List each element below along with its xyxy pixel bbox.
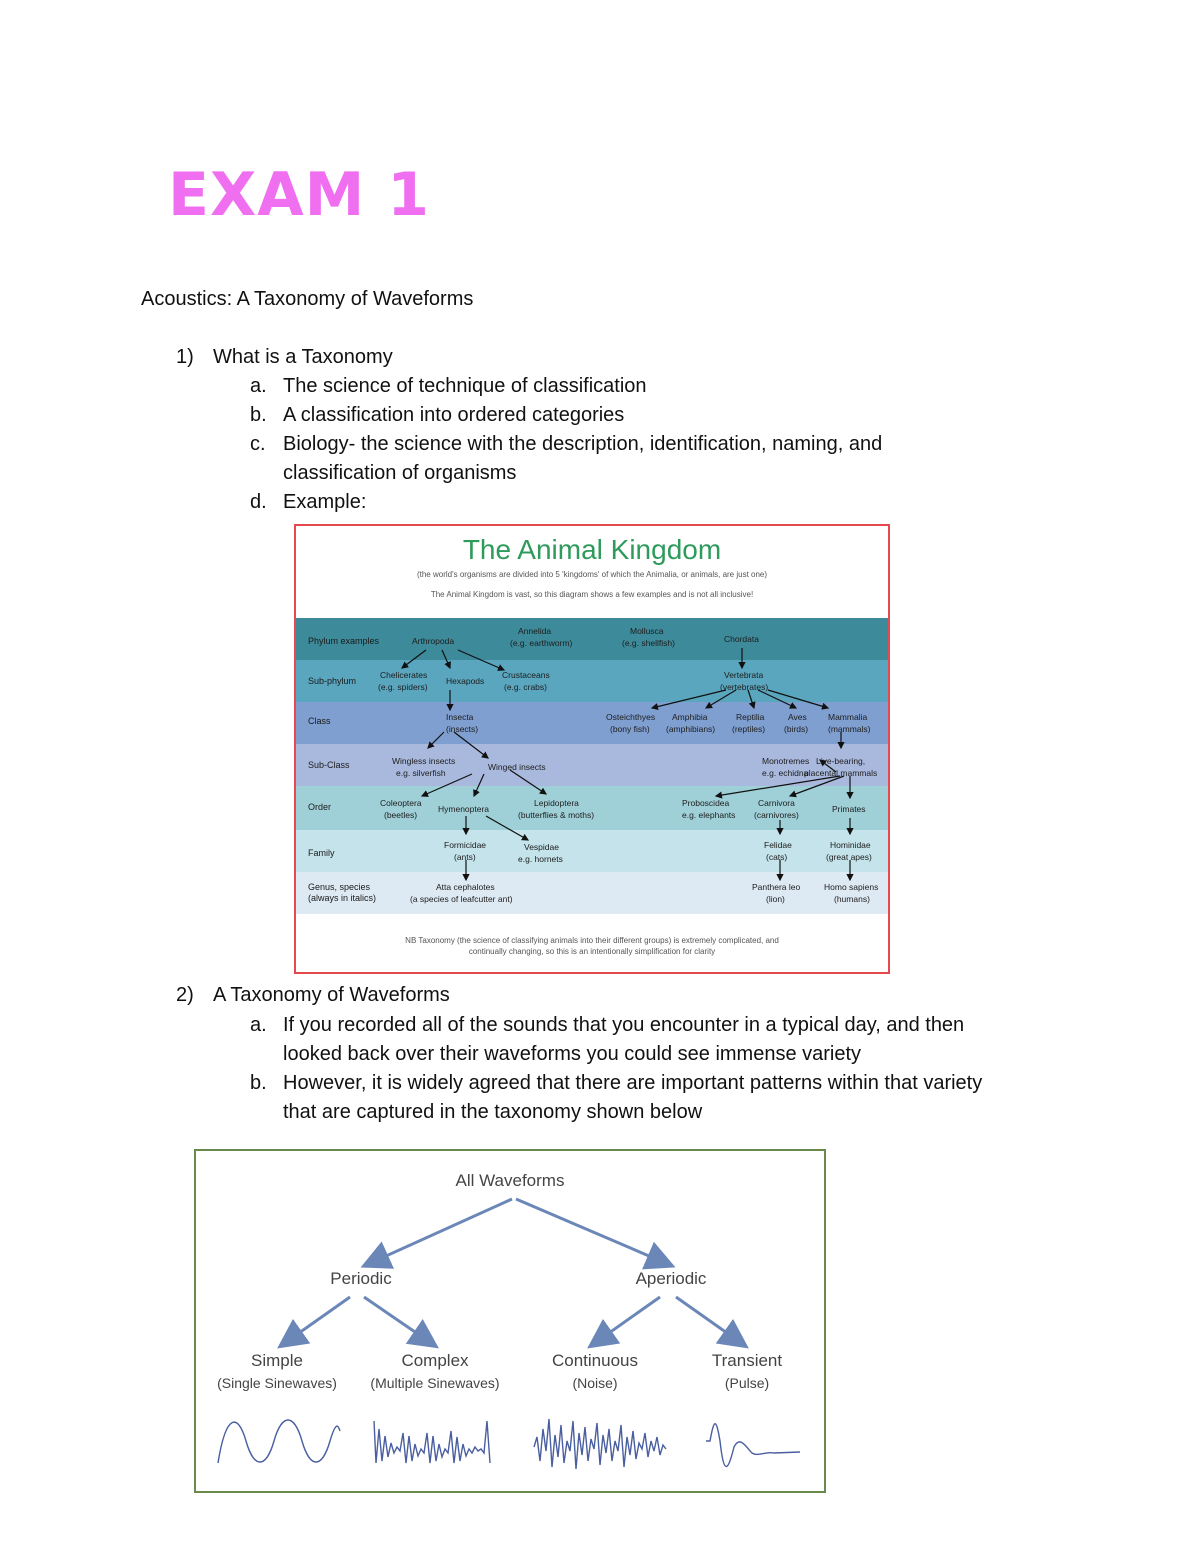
s2-item-a-text: If you recorded all of the sounds that you encounter in a typical day, and then: [283, 1014, 965, 1036]
ak-arthropoda: Arthropoda: [412, 636, 455, 646]
animal-kingdom-footer1: NB Taxonomy (the science of classifying animals into their different groups) is extremely complicated, and: [405, 936, 779, 945]
rank-order: Order: [308, 802, 332, 812]
ak-wingless-eg: e.g. silverfish: [396, 768, 446, 778]
ak-mollusca: Mollusca: [630, 626, 664, 636]
section1-number: 1): [176, 346, 194, 368]
node-periodic: Periodic: [330, 1269, 392, 1288]
ak-hominidae-eg: (great apes): [826, 852, 872, 862]
ak-chelicerates-eg: (e.g. spiders): [378, 682, 428, 692]
s1-item-d-letter: d.: [250, 491, 267, 513]
ak-vertebrata-eg: (vertebrates): [720, 682, 769, 692]
rank-subclass: Sub-Class: [308, 760, 350, 770]
ak-insecta: Insecta: [446, 712, 474, 722]
ak-mammalia: Mammalia: [828, 712, 868, 722]
ak-aves-eg: (birds): [784, 724, 809, 734]
ak-panthera-eg: (lion): [766, 894, 785, 904]
ak-wingless: Wingless insects: [392, 756, 456, 766]
ak-homo-eg: (humans): [834, 894, 870, 904]
s2-item-b-letter: b.: [250, 1072, 267, 1094]
ak-monotremes: Monotremes: [762, 756, 810, 766]
ak-atta: Atta cephalotes: [436, 882, 495, 892]
s1-item-b-letter: b.: [250, 404, 267, 426]
animal-kingdom-note1: (the world's organisms are divided into 5 'kingdoms' of which the Animalia, or animals, are just one): [416, 570, 768, 579]
ak-carnivora: Carnivora: [758, 798, 795, 808]
animal-kingdom-footer2: continually changing, so this is an intentionally simplification for clarity: [468, 947, 716, 956]
ak-hymenoptera: Hymenoptera: [438, 804, 490, 814]
rank-genus-note: (always in italics): [308, 893, 377, 903]
s1-item-a-text: The science of technique of classification: [283, 375, 647, 397]
ak-formicidae: Formicidae: [444, 840, 487, 850]
s1-item-c-text: Biology- the science with the description, identification, naming, and: [283, 433, 883, 455]
ak-chelicerates: Chelicerates: [380, 670, 428, 680]
ak-amphibia: Amphibia: [672, 712, 708, 722]
node-simple: Simple: [251, 1351, 303, 1370]
ak-lepidoptera: Lepidoptera: [534, 798, 579, 808]
ak-crustaceans: Crustaceans: [502, 670, 550, 680]
waveform-taxonomy-figure: [194, 1149, 826, 1493]
ak-primates: Primates: [832, 804, 866, 814]
s1-item-d-text: Example:: [283, 491, 367, 513]
ak-winged: Winged insects: [488, 762, 546, 772]
ak-mammalia-eg: (mammals): [828, 724, 871, 734]
node-complex: Complex: [401, 1351, 469, 1370]
ak-osteichthyes: Osteichthyes: [606, 712, 656, 722]
ak-amphibia-eg: (amphibians): [666, 724, 716, 734]
s1-item-b-text: A classification into ordered categories: [283, 404, 625, 426]
node-complex-desc: (Multiple Sinewaves): [370, 1375, 500, 1391]
s2-item-b-text-cont: that are captured in the taxonomy shown below: [283, 1101, 703, 1123]
document-subtitle: Acoustics: A Taxonomy of Waveforms: [141, 288, 474, 310]
node-simple-desc: (Single Sinewaves): [217, 1375, 337, 1391]
ak-hominidae: Hominidae: [830, 840, 871, 850]
ak-atta-eg: (a species of leafcutter ant): [410, 894, 513, 904]
s1-item-c-text-cont: classification of organisms: [283, 462, 517, 484]
node-transient: Transient: [711, 1351, 783, 1370]
ak-reptilia-eg: (reptiles): [732, 724, 766, 734]
rank-family: Family: [308, 848, 335, 858]
ak-annelida-eg: (e.g. earthworm): [510, 638, 573, 648]
ak-vespidae-eg: e.g. hornets: [518, 854, 563, 864]
ak-felidae: Felidae: [764, 840, 792, 850]
ak-mollusca-eg: (e.g. shellfish): [622, 638, 675, 648]
section2-number: 2): [176, 984, 194, 1006]
ak-vertebrata: Vertebrata: [724, 670, 764, 680]
section2-heading: A Taxonomy of Waveforms: [213, 984, 450, 1006]
s2-item-a-letter: a.: [250, 1014, 267, 1036]
rank-class: Class: [308, 716, 331, 726]
animal-kingdom-figure: [294, 524, 890, 974]
ak-vespidae: Vespidae: [524, 842, 559, 852]
ak-monotremes-eg: e.g. echidna: [762, 768, 809, 778]
waveform-arrows: [196, 1151, 824, 1491]
rank-genus: Genus, species: [308, 882, 371, 892]
ak-proboscidea: Proboscidea: [682, 798, 730, 808]
s1-item-a-letter: a.: [250, 375, 267, 397]
ak-insecta-eg: (insects): [446, 724, 479, 734]
animal-kingdom-note2: The Animal Kingdom is vast, so this diagram shows a few examples and is not all inclusive!: [430, 590, 754, 599]
ak-reptilia: Reptilia: [736, 712, 765, 722]
node-all-waveforms: All Waveforms: [455, 1171, 565, 1190]
ak-lepidoptera-eg: (butterflies & moths): [518, 810, 595, 820]
exam-title: EXAM 1: [168, 160, 431, 230]
node-continuous-desc: (Noise): [572, 1375, 618, 1391]
s2-item-b-text: However, it is widely agreed that there are important patterns within that variety: [283, 1072, 983, 1094]
simple-waveform: [218, 1420, 340, 1463]
rank-subphylum: Sub-phylum: [308, 676, 357, 686]
node-aperiodic: Aperiodic: [635, 1269, 707, 1288]
node-continuous: Continuous: [551, 1351, 638, 1370]
ak-formicidae-eg: (ants): [454, 852, 476, 862]
s2-item-a-text-cont: looked back over their waveforms you could see immense variety: [283, 1043, 862, 1065]
pulse-waveform: [706, 1424, 800, 1467]
ak-felidae-eg: (cats): [766, 852, 788, 862]
s1-item-c-letter: c.: [250, 433, 266, 455]
ak-homo: Homo sapiens: [824, 882, 879, 892]
complex-waveform: [374, 1421, 490, 1463]
ak-chordata: Chordata: [724, 634, 759, 644]
animal-kingdom-title: The Animal Kingdom: [462, 534, 722, 565]
ak-aves: Aves: [788, 712, 807, 722]
ak-carnivora-eg: (carnivores): [754, 810, 799, 820]
animal-kingdom-arrows: [296, 526, 888, 972]
rank-phylum: Phylum examples: [308, 636, 380, 646]
node-transient-desc: (Pulse): [724, 1375, 770, 1391]
noise-waveform: [534, 1419, 666, 1469]
ak-coleoptera: Coleoptera: [380, 798, 422, 808]
ak-proboscidea-eg: e.g. elephants: [682, 810, 736, 820]
ak-placental: placental mammals: [804, 768, 878, 778]
ak-coleoptera-eg: (beetles): [384, 810, 418, 820]
ak-hexapods: Hexapods: [446, 676, 485, 686]
ak-live-bearing: Live-bearing,: [816, 756, 866, 766]
ak-panthera: Panthera leo: [752, 882, 801, 892]
ak-annelida: Annelida: [518, 626, 552, 636]
section1-heading: What is a Taxonomy: [213, 346, 393, 368]
ak-crustaceans-eg: (e.g. crabs): [504, 682, 547, 692]
ak-osteichthyes-eg: (bony fish): [610, 724, 650, 734]
